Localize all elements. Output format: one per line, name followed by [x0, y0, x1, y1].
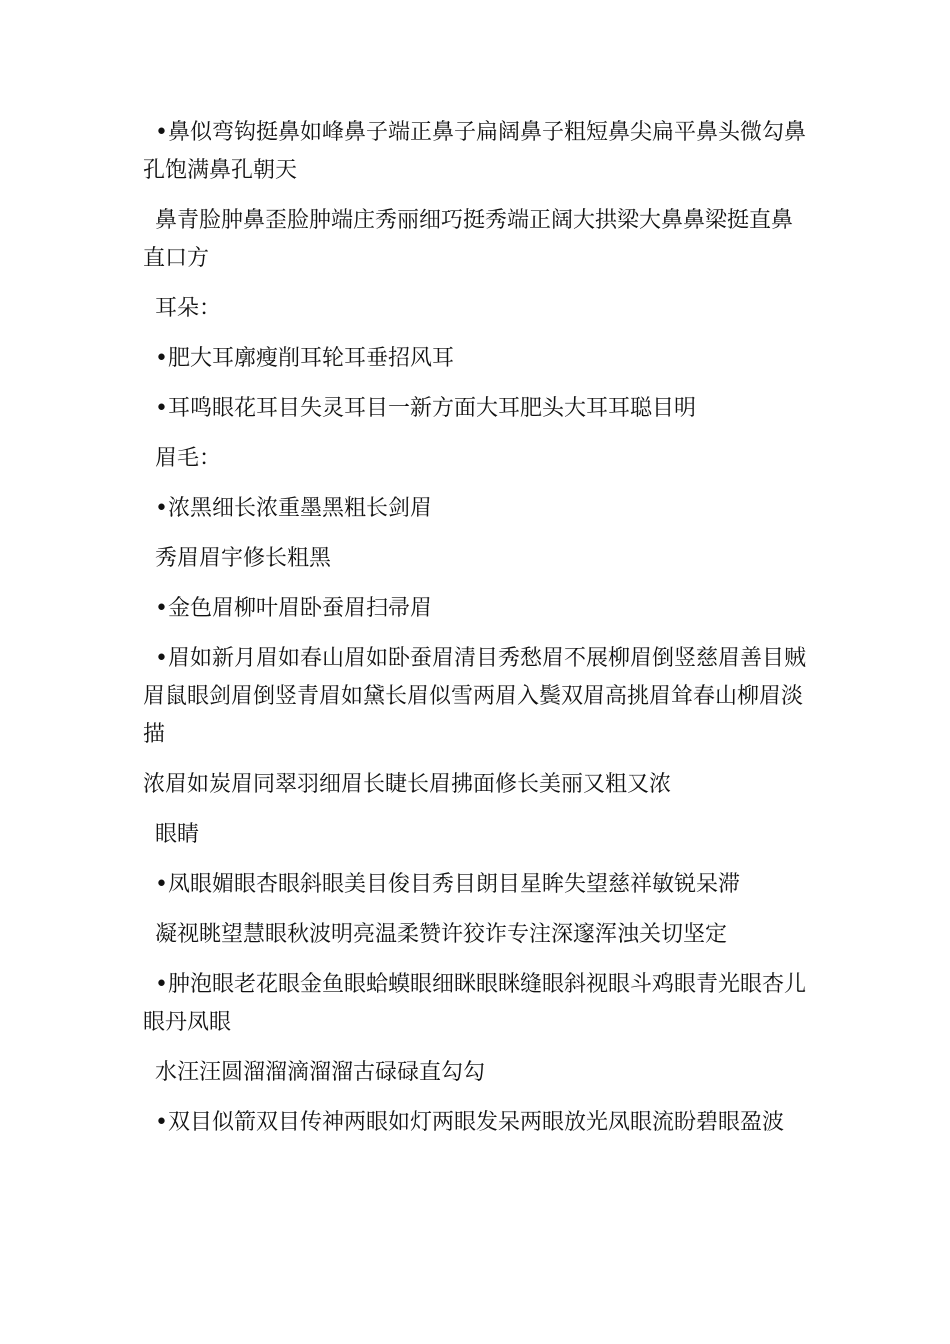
paragraph-ear-shapes: •肥大耳廓瘦削耳轮耳垂招风耳 [155, 346, 454, 371]
paragraph-eyebrow-phrases: •眉如新月眉如春山眉如卧蚕眉清目秀愁眉不展柳眉倒竖慈眉善目贼眉鼠眼剑眉倒竖青眉如黛长眉似雪两眉入鬓双眉高挑眉耸春山柳眉淡描 [143, 646, 806, 747]
paragraph-ear-phrases: •耳鸣眼花耳目失灵耳目一新方面大耳肥头大耳耳聪目明 [155, 396, 696, 421]
paragraph-eye-expressions: 凝视眺望慧眼秋波明亮温柔赞许狡诈专注深邃浑浊关切坚定 [155, 922, 728, 947]
paragraph-eyebrow-types: •金色眉柳叶眉卧蚕眉扫帚眉 [155, 596, 432, 621]
heading-eyes: 眼睛 [155, 822, 200, 847]
paragraph-eye-types: •凤眼媚眼杏眼斜眼美目俊目秀目朗目星眸失望慈祥敏锐呆滞 [155, 872, 740, 897]
paragraph-nose-phrases: 鼻青脸肿鼻歪脸肿端庄秀丽细巧挺秀端正阔大拱梁大鼻鼻梁挺直鼻直口方 [143, 208, 794, 271]
paragraph-eyebrow-shapes: 秀眉眉宇修长粗黑 [155, 546, 332, 571]
paragraph-eye-shapes: •肿泡眼老花眼金鱼眼蛤蟆眼细眯眼眯缝眼斜视眼斗鸡眼青光眼杏儿眼丹凤眼 [143, 972, 806, 1035]
paragraph-nose-shapes: •鼻似弯钩挺鼻如峰鼻子端正鼻子扁阔鼻子粗短鼻尖扁平鼻头微勾鼻孔饱满鼻孔朝天 [143, 120, 806, 183]
heading-eyebrows: 眉毛： [155, 446, 222, 471]
paragraph-eyebrow-descriptions: 浓眉如炭眉同翠羽细眉长睫长眉拂面修长美丽又粗又浓 [143, 772, 672, 797]
document-body [143, 114, 811, 1154]
paragraph-eye-phrases: •双目似箭双目传神两眼如灯两眼发呆两眼放光凤眼流盼碧眼盈波 [155, 1110, 784, 1135]
heading-ears: 耳朵： [155, 296, 222, 321]
paragraph-eyebrow-colors: •浓黑细长浓重墨黑粗长剑眉 [155, 496, 432, 521]
paragraph-eye-reduplications: 水汪汪圆溜溜滴溜溜古碌碌直勾勾 [155, 1060, 486, 1085]
